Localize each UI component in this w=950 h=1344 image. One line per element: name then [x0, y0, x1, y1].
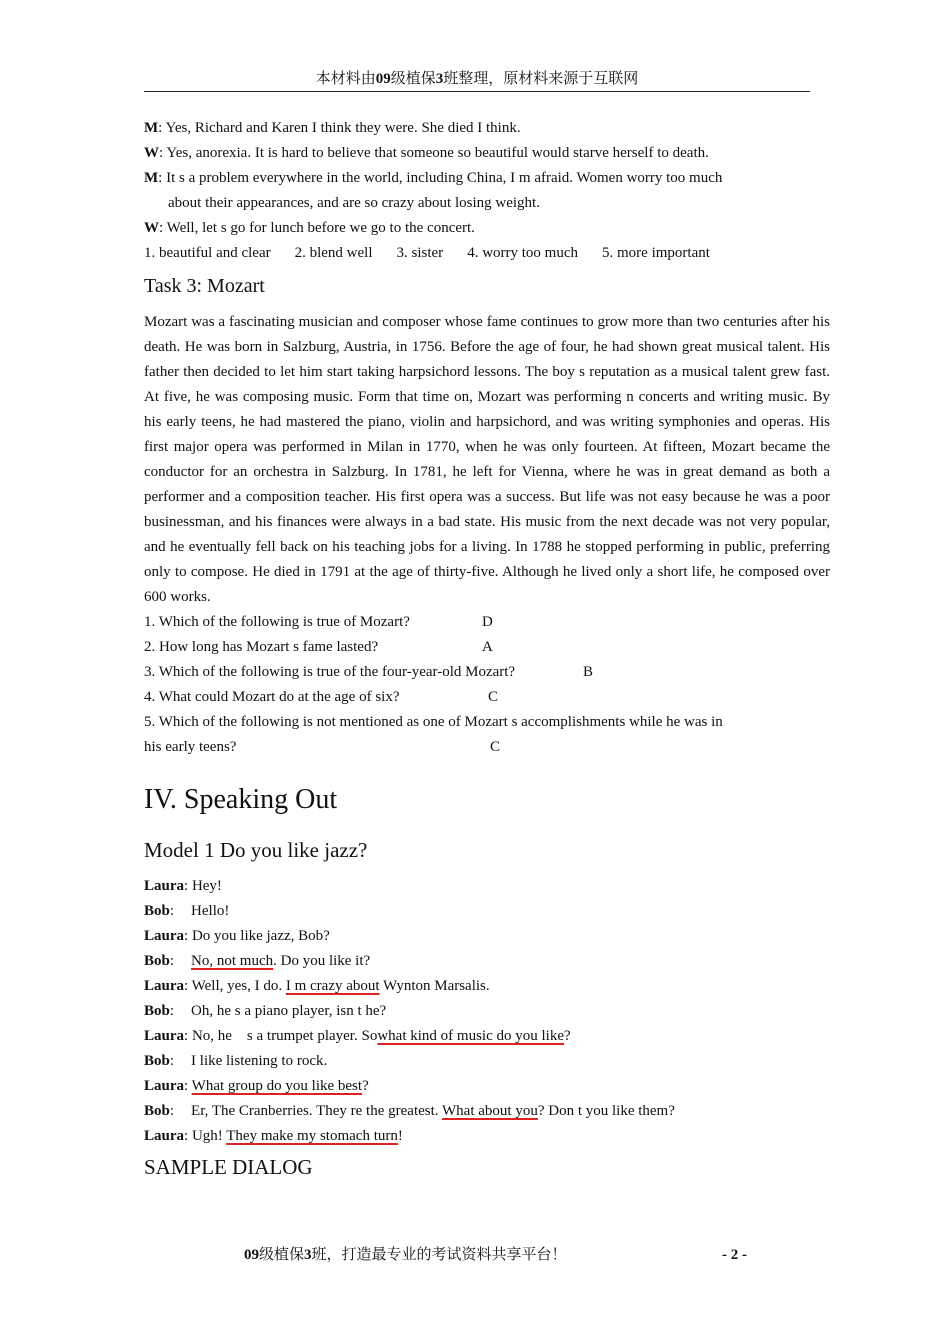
dialog-line	[144, 924, 830, 949]
section-title: IV. Speaking Out	[144, 784, 338, 815]
answer-key	[144, 241, 830, 266]
footer-text-part: 班，打造最专业的考试资料共享平台！	[311, 1247, 567, 1263]
answer-item: 1. beautiful and clear	[144, 245, 271, 261]
underlined-phrase: I m crazy about	[285, 978, 380, 994]
dialog-text: Hey!	[188, 878, 222, 894]
question	[144, 660, 830, 685]
separator: :	[169, 1053, 175, 1069]
separator: :	[158, 170, 163, 186]
dialog-text: Yes, anorexia. It is hard to believe that someone so beautiful would starve herself to death.	[163, 145, 709, 161]
separator: :	[184, 1128, 189, 1144]
main-content	[144, 116, 830, 1181]
footer-text	[244, 1245, 567, 1265]
speaker: Bob	[144, 903, 170, 919]
question-answer: B	[583, 664, 594, 680]
footer-text-part: 级植保	[259, 1247, 305, 1263]
page-number: - 2 -	[722, 1247, 747, 1263]
answer-item: 5. more important	[602, 245, 710, 261]
dialog-line	[144, 116, 830, 141]
speaker: Laura	[144, 1128, 185, 1144]
dialog-line-continued	[144, 191, 830, 216]
dialog-text: Well, let s go for lunch before we go to the concert.	[163, 220, 475, 236]
header-text: 班整理，原材料来源于互联网	[443, 71, 639, 87]
dialog-text: !	[397, 1128, 403, 1144]
header-text: 级植保	[390, 71, 436, 87]
speaker: Laura	[144, 878, 185, 894]
question	[144, 685, 830, 710]
speaker: W	[144, 220, 159, 236]
header-class-num: 09	[375, 71, 391, 87]
question-answer: D	[482, 614, 493, 630]
underlined-phrase: They make my stomach turn	[226, 1128, 398, 1144]
question-text: his early teens?	[144, 739, 237, 755]
dialog-text: Oh, he s a piano player, isn t he?	[191, 1003, 387, 1019]
dialog-text: I like listening to rock.	[191, 1053, 328, 1069]
answer-item: 4. worry too much	[467, 245, 579, 261]
speaker: Laura	[144, 1028, 185, 1044]
speaker: Bob	[144, 1103, 170, 1119]
question-text: 5. Which of the following is not mentioned as one of Mozart s accomplishments while he was in	[144, 714, 723, 730]
dialog-line	[144, 1074, 830, 1099]
speaker: Laura	[144, 978, 185, 994]
dialog-line	[144, 949, 830, 974]
question-text: 4. What could Mozart do at the age of six?	[144, 689, 400, 705]
separator: :	[158, 120, 163, 136]
dialog-text: . Do you like it?	[273, 953, 371, 969]
dialog-text: Ugh!	[188, 1128, 227, 1144]
separator: :	[184, 928, 189, 944]
speaker: Bob	[144, 1003, 170, 1019]
question-answer: C	[488, 689, 499, 705]
dialog-text: about their appearances, and are so crazy about losing weight.	[168, 195, 540, 211]
question-answer: C	[490, 739, 501, 755]
answer-item: 3. sister	[396, 245, 444, 261]
separator: :	[184, 978, 189, 994]
dialog-text: Wynton Marsalis.	[379, 978, 490, 994]
sample-dialog-title: SAMPLE DIALOG	[144, 1155, 313, 1179]
dialog-line	[144, 1024, 830, 1049]
dialog-text: ?	[362, 1078, 369, 1094]
dialog-text: Yes, Richard and Karen I think they were. She died I think.	[162, 120, 521, 136]
model-dialog	[144, 874, 830, 1149]
dialog-text: Do you like jazz, Bob?	[188, 928, 330, 944]
separator: :	[169, 1003, 175, 1019]
question-text: 1. Which of the following is true of Mozart?	[144, 614, 410, 630]
dialog-line	[144, 166, 830, 191]
speaker: M	[144, 170, 159, 186]
dialog-text: ?	[563, 1028, 571, 1044]
dialog-text: Hello!	[191, 903, 230, 919]
page-header	[144, 68, 810, 92]
dialog-line	[144, 216, 830, 241]
separator: :	[169, 903, 175, 919]
separator: :	[169, 953, 175, 969]
separator: :	[184, 1028, 189, 1044]
speaker: M	[144, 120, 159, 136]
dialog-text: Er, The Cranberries. They re the greatest.	[191, 1103, 443, 1119]
dialog-text: No, he s a trumpet player. So	[188, 1028, 378, 1044]
speaker: Laura	[144, 928, 185, 944]
underlined-phrase: No, not much	[191, 953, 274, 969]
speaker: W	[144, 145, 159, 161]
separator: :	[169, 1103, 175, 1119]
dialog-text: Well, yes, I do.	[188, 978, 286, 994]
underlined-phrase: What about you	[442, 1103, 538, 1119]
task-title: Task 3: Mozart	[144, 275, 265, 297]
question	[144, 635, 830, 660]
question-answer: A	[482, 639, 493, 655]
dialog-line	[144, 1099, 830, 1124]
separator: :	[184, 1078, 189, 1094]
dialog-line	[144, 974, 830, 999]
dialog-text: It s a problem everywhere in the world, including China, I m afraid. Women worry too much	[162, 170, 723, 186]
question	[144, 610, 830, 635]
underlined-phrase: What group do you like best	[191, 1078, 363, 1094]
separator: :	[159, 220, 164, 236]
speaker: Bob	[144, 953, 170, 969]
speaker: Bob	[144, 1053, 170, 1069]
dialog-line	[144, 1124, 830, 1149]
dialog-line	[144, 899, 830, 924]
footer-class-no: 3	[304, 1247, 312, 1263]
speaker: Laura	[144, 1078, 185, 1094]
question	[144, 710, 830, 760]
question-text: 2. How long has Mozart s fame lasted?	[144, 639, 379, 655]
underlined-phrase: what kind of music do you like	[377, 1028, 564, 1044]
separator: :	[159, 145, 164, 161]
dialog-line	[144, 1049, 830, 1074]
dialog-line	[144, 141, 830, 166]
dialog-text: ? Don t you like them?	[537, 1103, 675, 1119]
header-class-no: 3	[435, 71, 444, 87]
question-text: 3. Which of the following is true of the four-year-old Mozart?	[144, 664, 516, 680]
separator: :	[184, 878, 189, 894]
dialog-line	[144, 874, 830, 899]
dialog-line	[144, 999, 830, 1024]
header-text: 本材料由	[315, 71, 376, 87]
model-title: Model 1 Do you like jazz?	[144, 838, 368, 862]
answer-item: 2. blend well	[294, 245, 373, 261]
mozart-paragraph: Mozart was a fascinating musician and composer whose fame continues to grow more than two centuries after his death. He was born in Salzburg, Austria, in 1756. Before the age of four, he had shown great musical talent. His father then decided to let him start taking harpsichord lessons. The boy s reputation as a musical talent grew fast. At five, he was composing music. Form that time on, Mozart was performing n concerts and writing music. By his early teens, he had mastered the piano, violin and harpsichord, and was writing symphonies and operas. His first major opera was performed in Milan in 1770, when he was only fourteen. At fifteen, Mozart became the conductor for an orchestra in Salzburg. In 1781, he left for Vienna, where he was in great demand as both a performer and a composition teacher. His first opera was a success. But life was not easy because he was a poor businessman, and his finances were always in a bad state. His music from the next decade was not very popular, and he eventually fell back on his teaching jobs for a living. In 1788 he stopped performing in public, preferring only to compose. He died in 1791 at the age of thirty-five. Although he lived only a short life, he composed over 600 works.	[144, 314, 830, 605]
footer-class-num: 09	[244, 1247, 259, 1263]
